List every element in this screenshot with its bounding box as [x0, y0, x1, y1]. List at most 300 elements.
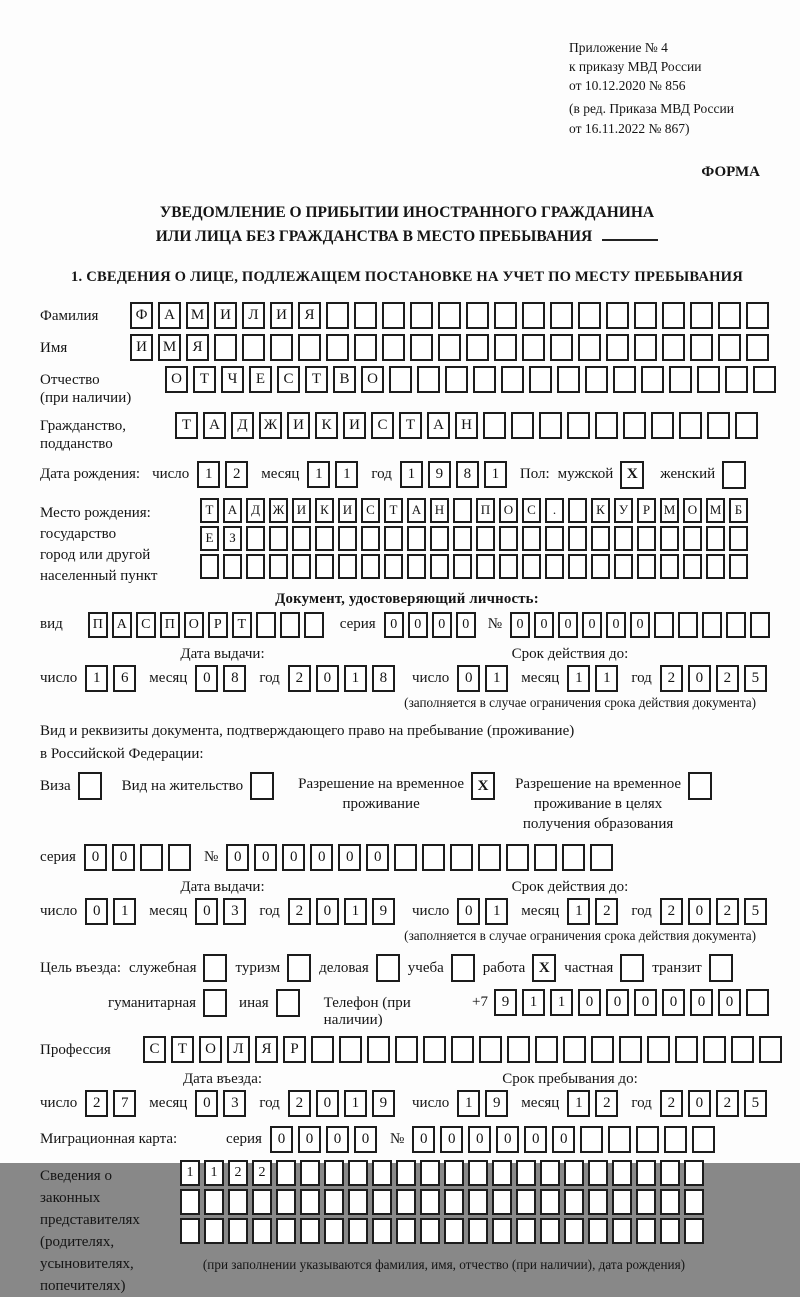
- char-cell[interactable]: [270, 334, 293, 361]
- char-cell[interactable]: И: [130, 334, 153, 361]
- char-cell[interactable]: Р: [637, 498, 656, 523]
- char-cell[interactable]: 1: [197, 461, 220, 488]
- char-cell[interactable]: [746, 302, 769, 329]
- char-cell[interactable]: И: [338, 498, 357, 523]
- char-cell[interactable]: [214, 334, 237, 361]
- char-cell[interactable]: [608, 1126, 631, 1153]
- char-cell[interactable]: А: [158, 302, 181, 329]
- char-cell[interactable]: [420, 1189, 440, 1215]
- char-cell[interactable]: [252, 1189, 272, 1215]
- char-cell[interactable]: [483, 412, 506, 439]
- char-cell[interactable]: [588, 1160, 608, 1186]
- char-cell[interactable]: М: [186, 302, 209, 329]
- purpose-private-checkbox[interactable]: [620, 954, 644, 982]
- char-cell[interactable]: [326, 302, 349, 329]
- char-cell[interactable]: [384, 554, 403, 579]
- char-cell[interactable]: 0: [226, 844, 249, 871]
- char-cell[interactable]: [140, 844, 163, 871]
- char-cell[interactable]: [585, 366, 608, 393]
- char-cell[interactable]: 9: [485, 1090, 508, 1117]
- char-cell[interactable]: [228, 1189, 248, 1215]
- char-cell[interactable]: О: [683, 498, 702, 523]
- char-cell[interactable]: 0: [578, 989, 601, 1016]
- char-cell[interactable]: [750, 612, 770, 638]
- purpose-humanitarian-checkbox[interactable]: [203, 989, 227, 1017]
- char-cell[interactable]: [636, 1218, 656, 1244]
- char-cell[interactable]: [634, 302, 657, 329]
- char-cell[interactable]: [300, 1218, 320, 1244]
- char-cell[interactable]: [563, 1036, 586, 1063]
- char-cell[interactable]: [634, 334, 657, 361]
- char-cell[interactable]: Б: [729, 498, 748, 523]
- char-cell[interactable]: И: [287, 412, 310, 439]
- char-cell[interactable]: 8: [372, 665, 395, 692]
- char-cell[interactable]: 0: [298, 1126, 321, 1153]
- char-cell[interactable]: [304, 612, 324, 638]
- char-cell[interactable]: [300, 1160, 320, 1186]
- char-cell[interactable]: [324, 1218, 344, 1244]
- char-cell[interactable]: У: [614, 498, 633, 523]
- char-cell[interactable]: А: [203, 412, 226, 439]
- char-cell[interactable]: [468, 1160, 488, 1186]
- char-cell[interactable]: [595, 412, 618, 439]
- char-cell[interactable]: [311, 1036, 334, 1063]
- char-cell[interactable]: 2: [660, 1090, 683, 1117]
- char-cell[interactable]: 2: [228, 1160, 248, 1186]
- char-cell[interactable]: [479, 1036, 502, 1063]
- char-cell[interactable]: Т: [175, 412, 198, 439]
- char-cell[interactable]: 7: [113, 1090, 136, 1117]
- char-cell[interactable]: [550, 302, 573, 329]
- char-cell[interactable]: [759, 1036, 782, 1063]
- temp-residence-edu-checkbox[interactable]: [688, 772, 712, 800]
- char-cell[interactable]: [660, 526, 679, 551]
- char-cell[interactable]: 0: [366, 844, 389, 871]
- char-cell[interactable]: 0: [195, 1090, 218, 1117]
- char-cell[interactable]: [545, 554, 564, 579]
- char-cell[interactable]: [423, 1036, 446, 1063]
- char-cell[interactable]: 0: [468, 1126, 491, 1153]
- char-cell[interactable]: 0: [354, 1126, 377, 1153]
- char-cell[interactable]: [684, 1189, 704, 1215]
- char-cell[interactable]: [453, 498, 472, 523]
- char-cell[interactable]: [684, 1160, 704, 1186]
- char-cell[interactable]: А: [223, 498, 242, 523]
- char-cell[interactable]: 2: [595, 1090, 618, 1117]
- char-cell[interactable]: [636, 1126, 659, 1153]
- char-cell[interactable]: [300, 1189, 320, 1215]
- char-cell[interactable]: [753, 366, 776, 393]
- char-cell[interactable]: [637, 554, 656, 579]
- char-cell[interactable]: 1: [400, 461, 423, 488]
- char-cell[interactable]: [395, 1036, 418, 1063]
- char-cell[interactable]: 1: [180, 1160, 200, 1186]
- char-cell[interactable]: Л: [227, 1036, 250, 1063]
- char-cell[interactable]: И: [292, 498, 311, 523]
- char-cell[interactable]: 3: [223, 898, 246, 925]
- char-cell[interactable]: С: [522, 498, 541, 523]
- char-cell[interactable]: [540, 1189, 560, 1215]
- char-cell[interactable]: Е: [249, 366, 272, 393]
- char-cell[interactable]: [522, 334, 545, 361]
- char-cell[interactable]: [647, 1036, 670, 1063]
- char-cell[interactable]: [361, 526, 380, 551]
- char-cell[interactable]: [578, 302, 601, 329]
- char-cell[interactable]: 1: [567, 898, 590, 925]
- char-cell[interactable]: [683, 526, 702, 551]
- char-cell[interactable]: О: [165, 366, 188, 393]
- char-cell[interactable]: [501, 366, 524, 393]
- char-cell[interactable]: [438, 302, 461, 329]
- char-cell[interactable]: [280, 612, 300, 638]
- char-cell[interactable]: [348, 1218, 368, 1244]
- char-cell[interactable]: [522, 554, 541, 579]
- char-cell[interactable]: [468, 1218, 488, 1244]
- char-cell[interactable]: 2: [716, 898, 739, 925]
- char-cell[interactable]: К: [315, 498, 334, 523]
- char-cell[interactable]: Я: [298, 302, 321, 329]
- char-cell[interactable]: 5: [744, 665, 767, 692]
- char-cell[interactable]: В: [333, 366, 356, 393]
- char-cell[interactable]: [476, 554, 495, 579]
- char-cell[interactable]: [591, 554, 610, 579]
- char-cell[interactable]: Я: [186, 334, 209, 361]
- char-cell[interactable]: 0: [524, 1126, 547, 1153]
- char-cell[interactable]: 0: [440, 1126, 463, 1153]
- char-cell[interactable]: [636, 1160, 656, 1186]
- char-cell[interactable]: .: [545, 498, 564, 523]
- char-cell[interactable]: [473, 366, 496, 393]
- purpose-work-checkbox[interactable]: X: [532, 954, 556, 982]
- char-cell[interactable]: З: [223, 526, 242, 551]
- char-cell[interactable]: [372, 1218, 392, 1244]
- char-cell[interactable]: 1: [485, 898, 508, 925]
- char-cell[interactable]: 0: [85, 898, 108, 925]
- char-cell[interactable]: [339, 1036, 362, 1063]
- char-cell[interactable]: [568, 554, 587, 579]
- char-cell[interactable]: Т: [384, 498, 403, 523]
- char-cell[interactable]: 0: [534, 612, 554, 638]
- char-cell[interactable]: 0: [558, 612, 578, 638]
- char-cell[interactable]: [651, 412, 674, 439]
- char-cell[interactable]: [492, 1218, 512, 1244]
- char-cell[interactable]: [507, 1036, 530, 1063]
- char-cell[interactable]: [276, 1189, 296, 1215]
- char-cell[interactable]: 0: [688, 1090, 711, 1117]
- char-cell[interactable]: [540, 1160, 560, 1186]
- char-cell[interactable]: 0: [662, 989, 685, 1016]
- char-cell[interactable]: [417, 366, 440, 393]
- char-cell[interactable]: [256, 612, 276, 638]
- char-cell[interactable]: [660, 1189, 680, 1215]
- char-cell[interactable]: 1: [457, 1090, 480, 1117]
- char-cell[interactable]: [690, 334, 713, 361]
- char-cell[interactable]: [326, 334, 349, 361]
- char-cell[interactable]: [539, 412, 562, 439]
- char-cell[interactable]: [678, 612, 698, 638]
- char-cell[interactable]: 0: [270, 1126, 293, 1153]
- char-cell[interactable]: М: [660, 498, 679, 523]
- char-cell[interactable]: [707, 412, 730, 439]
- char-cell[interactable]: [444, 1189, 464, 1215]
- char-cell[interactable]: [690, 302, 713, 329]
- char-cell[interactable]: [384, 526, 403, 551]
- char-cell[interactable]: 0: [84, 844, 107, 871]
- char-cell[interactable]: [394, 844, 417, 871]
- char-cell[interactable]: [535, 1036, 558, 1063]
- residence-permit-checkbox[interactable]: [250, 772, 274, 800]
- char-cell[interactable]: [204, 1189, 224, 1215]
- char-cell[interactable]: [499, 554, 518, 579]
- char-cell[interactable]: И: [343, 412, 366, 439]
- char-cell[interactable]: [324, 1160, 344, 1186]
- char-cell[interactable]: 0: [316, 665, 339, 692]
- char-cell[interactable]: Н: [430, 498, 449, 523]
- char-cell[interactable]: [564, 1160, 584, 1186]
- char-cell[interactable]: [568, 526, 587, 551]
- char-cell[interactable]: [269, 526, 288, 551]
- char-cell[interactable]: [354, 334, 377, 361]
- char-cell[interactable]: 0: [606, 612, 626, 638]
- char-cell[interactable]: Ф: [130, 302, 153, 329]
- char-cell[interactable]: 0: [384, 612, 404, 638]
- char-cell[interactable]: [367, 1036, 390, 1063]
- char-cell[interactable]: [746, 989, 769, 1016]
- char-cell[interactable]: [324, 1189, 344, 1215]
- char-cell[interactable]: 0: [412, 1126, 435, 1153]
- char-cell[interactable]: 9: [494, 989, 517, 1016]
- char-cell[interactable]: Ч: [221, 366, 244, 393]
- char-cell[interactable]: [591, 1036, 614, 1063]
- char-cell[interactable]: 0: [630, 612, 650, 638]
- purpose-tourism-checkbox[interactable]: [287, 954, 311, 982]
- char-cell[interactable]: [315, 554, 334, 579]
- char-cell[interactable]: [735, 412, 758, 439]
- char-cell[interactable]: 1: [522, 989, 545, 1016]
- char-cell[interactable]: [468, 1189, 488, 1215]
- char-cell[interactable]: П: [476, 498, 495, 523]
- char-cell[interactable]: [697, 366, 720, 393]
- char-cell[interactable]: [591, 526, 610, 551]
- char-cell[interactable]: [614, 554, 633, 579]
- char-cell[interactable]: [420, 1160, 440, 1186]
- char-cell[interactable]: [662, 302, 685, 329]
- char-cell[interactable]: [372, 1160, 392, 1186]
- char-cell[interactable]: С: [371, 412, 394, 439]
- char-cell[interactable]: [729, 526, 748, 551]
- char-cell[interactable]: [292, 526, 311, 551]
- char-cell[interactable]: [444, 1218, 464, 1244]
- char-cell[interactable]: [522, 302, 545, 329]
- char-cell[interactable]: [660, 1218, 680, 1244]
- char-cell[interactable]: [228, 1218, 248, 1244]
- char-cell[interactable]: [276, 1218, 296, 1244]
- char-cell[interactable]: 3: [223, 1090, 246, 1117]
- char-cell[interactable]: 2: [225, 461, 248, 488]
- char-cell[interactable]: 0: [510, 612, 530, 638]
- char-cell[interactable]: [612, 1160, 632, 1186]
- char-cell[interactable]: 8: [456, 461, 479, 488]
- char-cell[interactable]: [396, 1160, 416, 1186]
- char-cell[interactable]: 0: [195, 898, 218, 925]
- char-cell[interactable]: [223, 554, 242, 579]
- char-cell[interactable]: 5: [744, 898, 767, 925]
- purpose-study-checkbox[interactable]: [451, 954, 475, 982]
- char-cell[interactable]: [731, 1036, 754, 1063]
- char-cell[interactable]: [568, 498, 587, 523]
- char-cell[interactable]: 6: [113, 665, 136, 692]
- char-cell[interactable]: [204, 1218, 224, 1244]
- char-cell[interactable]: А: [407, 498, 426, 523]
- char-cell[interactable]: [466, 334, 489, 361]
- char-cell[interactable]: [612, 1189, 632, 1215]
- char-cell[interactable]: 1: [344, 898, 367, 925]
- char-cell[interactable]: [606, 334, 629, 361]
- char-cell[interactable]: [702, 612, 722, 638]
- char-cell[interactable]: [675, 1036, 698, 1063]
- char-cell[interactable]: Д: [246, 498, 265, 523]
- char-cell[interactable]: [444, 1160, 464, 1186]
- char-cell[interactable]: [246, 526, 265, 551]
- purpose-transit-checkbox[interactable]: [709, 954, 733, 982]
- char-cell[interactable]: [725, 366, 748, 393]
- char-cell[interactable]: [706, 554, 725, 579]
- char-cell[interactable]: [516, 1160, 536, 1186]
- char-cell[interactable]: [453, 526, 472, 551]
- char-cell[interactable]: [453, 554, 472, 579]
- char-cell[interactable]: [550, 334, 573, 361]
- char-cell[interactable]: 1: [484, 461, 507, 488]
- char-cell[interactable]: [511, 412, 534, 439]
- char-cell[interactable]: 2: [288, 665, 311, 692]
- char-cell[interactable]: 2: [660, 898, 683, 925]
- char-cell[interactable]: [684, 1218, 704, 1244]
- char-cell[interactable]: Т: [232, 612, 252, 638]
- char-cell[interactable]: [679, 412, 702, 439]
- char-cell[interactable]: [718, 334, 741, 361]
- char-cell[interactable]: 1: [595, 665, 618, 692]
- char-cell[interactable]: 1: [550, 989, 573, 1016]
- char-cell[interactable]: О: [199, 1036, 222, 1063]
- char-cell[interactable]: [636, 1189, 656, 1215]
- char-cell[interactable]: М: [158, 334, 181, 361]
- char-cell[interactable]: 0: [690, 989, 713, 1016]
- char-cell[interactable]: [660, 554, 679, 579]
- char-cell[interactable]: 2: [716, 665, 739, 692]
- char-cell[interactable]: [338, 554, 357, 579]
- char-cell[interactable]: [246, 554, 265, 579]
- char-cell[interactable]: С: [277, 366, 300, 393]
- char-cell[interactable]: 1: [344, 665, 367, 692]
- char-cell[interactable]: 0: [254, 844, 277, 871]
- char-cell[interactable]: 1: [204, 1160, 224, 1186]
- char-cell[interactable]: [588, 1218, 608, 1244]
- char-cell[interactable]: Я: [255, 1036, 278, 1063]
- char-cell[interactable]: 2: [288, 1090, 311, 1117]
- char-cell[interactable]: О: [184, 612, 204, 638]
- char-cell[interactable]: 5: [744, 1090, 767, 1117]
- char-cell[interactable]: [430, 526, 449, 551]
- char-cell[interactable]: [564, 1189, 584, 1215]
- char-cell[interactable]: 0: [457, 898, 480, 925]
- char-cell[interactable]: 0: [688, 665, 711, 692]
- char-cell[interactable]: [494, 334, 517, 361]
- char-cell[interactable]: [422, 844, 445, 871]
- char-cell[interactable]: [382, 302, 405, 329]
- char-cell[interactable]: 9: [372, 898, 395, 925]
- char-cell[interactable]: [438, 334, 461, 361]
- char-cell[interactable]: [540, 1218, 560, 1244]
- char-cell[interactable]: [726, 612, 746, 638]
- char-cell[interactable]: [499, 526, 518, 551]
- char-cell[interactable]: [516, 1218, 536, 1244]
- male-checkbox[interactable]: X: [620, 461, 644, 489]
- char-cell[interactable]: Т: [193, 366, 216, 393]
- char-cell[interactable]: С: [361, 498, 380, 523]
- char-cell[interactable]: [529, 366, 552, 393]
- char-cell[interactable]: [430, 554, 449, 579]
- char-cell[interactable]: О: [361, 366, 384, 393]
- char-cell[interactable]: 1: [567, 1090, 590, 1117]
- char-cell[interactable]: 2: [85, 1090, 108, 1117]
- char-cell[interactable]: [407, 526, 426, 551]
- char-cell[interactable]: 0: [688, 898, 711, 925]
- char-cell[interactable]: Е: [200, 526, 219, 551]
- char-cell[interactable]: [338, 526, 357, 551]
- char-cell[interactable]: 0: [552, 1126, 575, 1153]
- char-cell[interactable]: [522, 526, 541, 551]
- char-cell[interactable]: [580, 1126, 603, 1153]
- char-cell[interactable]: [382, 334, 405, 361]
- char-cell[interactable]: [606, 302, 629, 329]
- char-cell[interactable]: [506, 844, 529, 871]
- char-cell[interactable]: 1: [335, 461, 358, 488]
- char-cell[interactable]: П: [160, 612, 180, 638]
- char-cell[interactable]: Д: [231, 412, 254, 439]
- female-checkbox[interactable]: [722, 461, 746, 489]
- char-cell[interactable]: 0: [496, 1126, 519, 1153]
- char-cell[interactable]: 1: [307, 461, 330, 488]
- char-cell[interactable]: 0: [408, 612, 428, 638]
- char-cell[interactable]: [692, 1126, 715, 1153]
- purpose-other-checkbox[interactable]: [276, 989, 300, 1017]
- char-cell[interactable]: 2: [716, 1090, 739, 1117]
- char-cell[interactable]: 0: [606, 989, 629, 1016]
- char-cell[interactable]: 1: [485, 665, 508, 692]
- char-cell[interactable]: [703, 1036, 726, 1063]
- char-cell[interactable]: [315, 526, 334, 551]
- char-cell[interactable]: Ж: [269, 498, 288, 523]
- char-cell[interactable]: 9: [428, 461, 451, 488]
- char-cell[interactable]: 2: [252, 1160, 272, 1186]
- char-cell[interactable]: И: [270, 302, 293, 329]
- char-cell[interactable]: [372, 1189, 392, 1215]
- char-cell[interactable]: [588, 1189, 608, 1215]
- char-cell[interactable]: К: [315, 412, 338, 439]
- char-cell[interactable]: [614, 526, 633, 551]
- char-cell[interactable]: К: [591, 498, 610, 523]
- char-cell[interactable]: И: [214, 302, 237, 329]
- char-cell[interactable]: 2: [660, 665, 683, 692]
- char-cell[interactable]: [396, 1218, 416, 1244]
- char-cell[interactable]: [683, 554, 702, 579]
- char-cell[interactable]: [564, 1218, 584, 1244]
- char-cell[interactable]: О: [499, 498, 518, 523]
- char-cell[interactable]: [269, 554, 288, 579]
- char-cell[interactable]: [389, 366, 412, 393]
- char-cell[interactable]: [718, 302, 741, 329]
- char-cell[interactable]: [242, 334, 265, 361]
